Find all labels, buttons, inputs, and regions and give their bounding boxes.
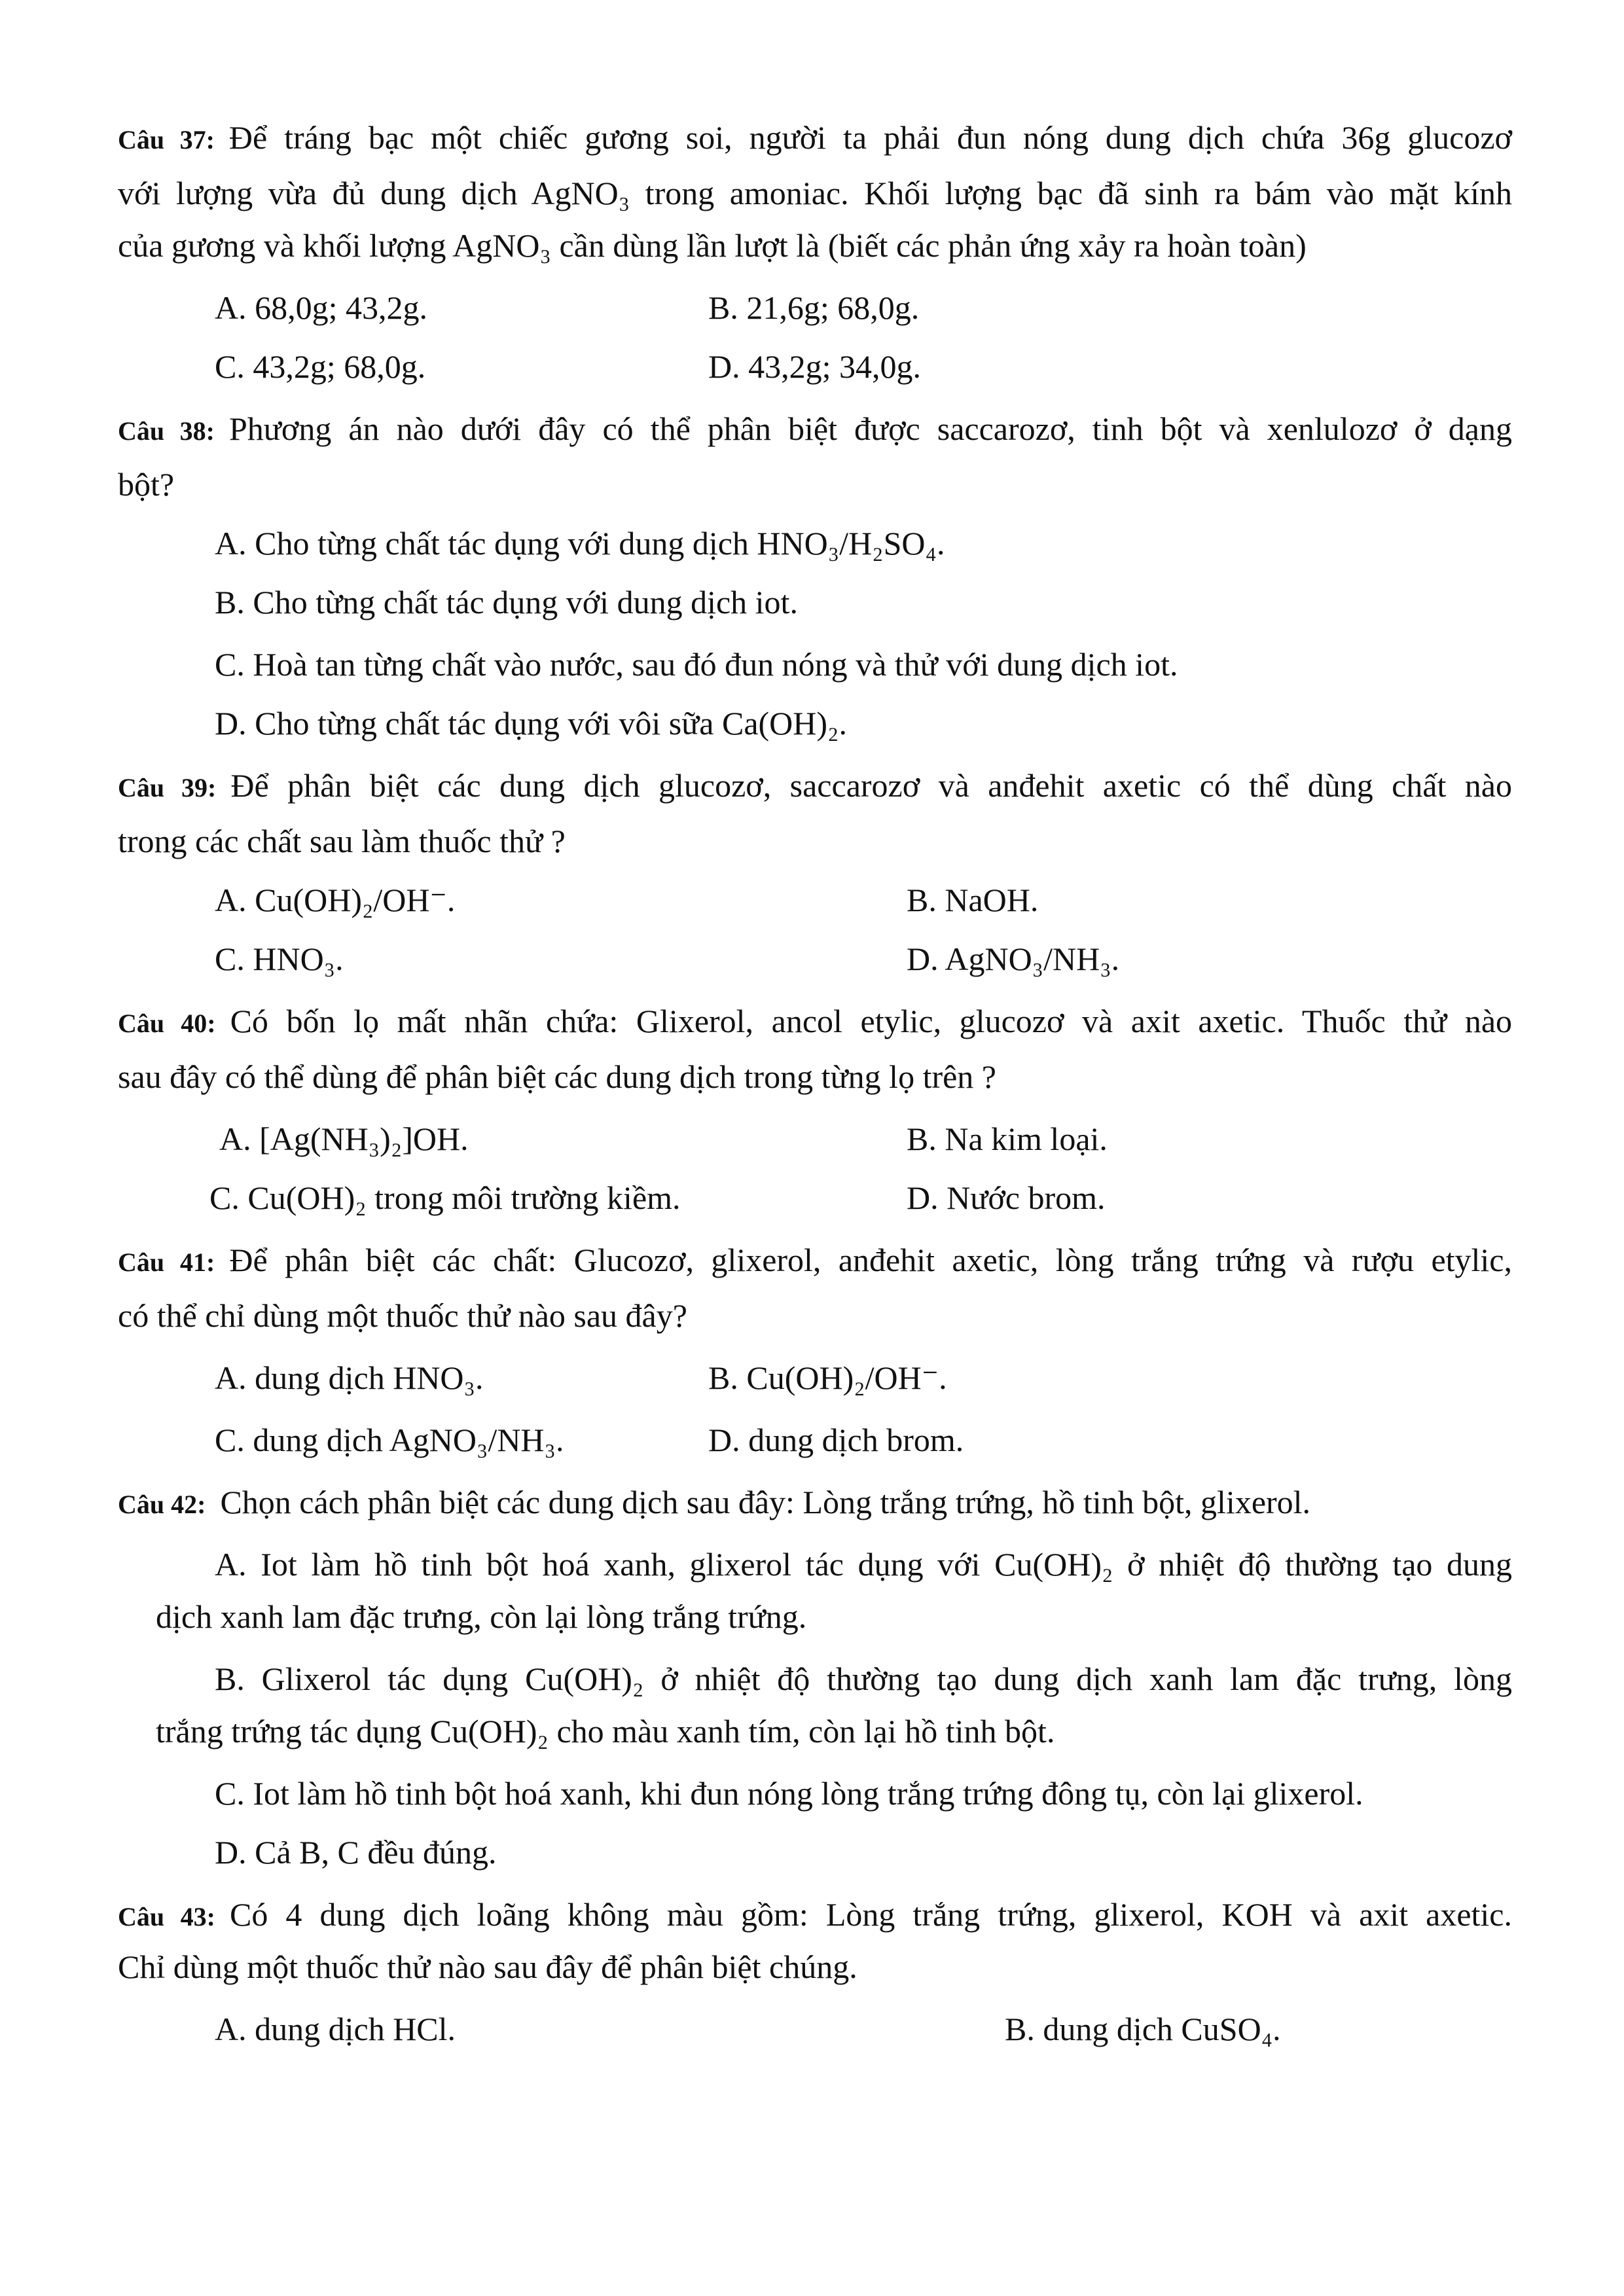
q39-option-a: A. Cu(OH)₂/OH⁻. [215, 882, 456, 918]
q37-option-c: C. 43,2g; 68,0g. [215, 348, 426, 385]
q40-stem-line-2: sau đây có thể dùng để phân biệt các dung dịch trong từng lọ trên ? [118, 1058, 996, 1095]
q40-option-a: A. [Ag(NH₃)₂]OH. [219, 1121, 469, 1157]
q37-label: Câu 37: [118, 125, 215, 154]
q39-stem-line-1: Câu 39: Để phân biệt các dung dịch glucozơ, saccarozơ và anđehit axetic có thể dùng chất nào [118, 767, 1512, 804]
q42-option-b-line-2: trắng trứng tác dụng Cu(OH)₂ cho màu xanh tím, còn lại hồ tinh bột. [156, 1713, 1055, 1749]
q40-option-c: C. Cu(OH)₂ trong môi trường kiềm. [209, 1179, 681, 1216]
q39-label: Câu 39: [118, 773, 217, 802]
q41-stem-line-1: Câu 41: Để phân biệt các chất: Glucozơ, glixerol, anđehit axetic, lòng trắng trứng và rượu etylic, [118, 1242, 1513, 1278]
q37-option-a: A. 68,0g; 43,2g. [215, 289, 427, 326]
q38-stem-line-2: bột? [118, 466, 175, 503]
q42-option-a-line-2: dịch xanh lam đặc trưng, còn lại lòng trắng trứng. [156, 1598, 807, 1635]
q38-option-c: C. Hoà tan từng chất vào nước, sau đó đun nóng và thử với dung dịch iot. [215, 646, 1178, 683]
q37-option-b: B. 21,6g; 68,0g. [708, 289, 920, 326]
q38-option-d: D. Cho từng chất tác dụng với vôi sữa Ca(OH)₂. [215, 705, 847, 742]
q43-stem-line-2: Chỉ dùng một thuốc thử nào sau đây để phân biệt chúng. [118, 1948, 857, 1985]
q41-label: Câu 41: [118, 1247, 215, 1277]
q43-stem-line-1: Câu 43: Có 4 dung dịch loãng không màu gồm: Lòng trắng trứng, glixerol, KOH và axit axetic. [118, 1896, 1512, 1933]
q40-option-b: B. Na kim loại. [907, 1121, 1108, 1157]
q39-stem-line-2: trong các chất sau làm thuốc thử ? [118, 823, 566, 859]
q41-option-b: B. Cu(OH)₂/OH⁻. [708, 1359, 947, 1396]
q42-stem-line-1: Câu 42: Chọn cách phân biệt các dung dịch sau đây: Lòng trắng trứng, hồ tinh bột, glixerol. [118, 1484, 1311, 1520]
q41-option-a: A. dung dịch HNO₃. [215, 1359, 484, 1396]
q39-option-c: C. HNO₃. [215, 941, 344, 977]
q37-option-d: D. 43,2g; 34,0g. [708, 348, 921, 385]
q41-option-c: C. dung dịch AgNO₃/NH₃. [215, 1422, 564, 1458]
q38-option-b: B. Cho từng chất tác dụng với dung dịch iot. [215, 584, 798, 620]
q40-option-d: D. Nước brom. [907, 1179, 1106, 1216]
q38-stem-line-1: Câu 38: Phương án nào dưới đây có thể phân biệt được saccarozơ, tinh bột và xenlulozơ ở dạng [118, 410, 1513, 447]
q42-option-d: D. Cả B, C đều đúng. [215, 1834, 497, 1871]
q41-option-d: D. dung dịch brom. [708, 1422, 964, 1458]
q42-option-a-line-1: A. Iot làm hồ tinh bột hoá xanh, glixerol tác dụng với Cu(OH)₂ ở nhiệt độ thường tạo dung [215, 1546, 1512, 1583]
q37-stem-line-1: Câu 37: Để tráng bạc một chiếc gương soi, người ta phải đun nóng dung dịch chứa 36g glucozơ [118, 119, 1512, 156]
q40-stem-line-1: Câu 40: Có bốn lọ mất nhãn chứa: Glixerol, ancol etylic, glucozơ và axit axetic. Thuốc thử nào [118, 1003, 1513, 1039]
q42-label: Câu 42: [118, 1490, 206, 1519]
q38-label: Câu 38: [118, 416, 215, 446]
q37-stem-line-3: của gương và khối lượng AgNO₃ cần dùng lần lượt là (biết các phản ứng xảy ra hoàn toàn) [118, 227, 1307, 264]
q38-option-a: A. Cho từng chất tác dụng với dung dịch HNO₃/H₂SO₄. [215, 525, 945, 562]
q39-option-b: B. NaOH. [907, 882, 1039, 918]
q42-option-c: C. Iot làm hồ tinh bột hoá xanh, khi đun nóng lòng trắng trứng đông tụ, còn lại glixerol. [215, 1775, 1363, 1812]
q42-option-b-line-1: B. Glixerol tác dụng Cu(OH)₂ ở nhiệt độ thường tạo dung dịch xanh lam đặc trưng, lòng [215, 1660, 1512, 1697]
q40-label: Câu 40: [118, 1009, 216, 1038]
q37-stem-line-2: với lượng vừa đủ dung dịch AgNO₃ trong amoniac. Khối lượng bạc đã sinh ra bám vào mặt kính [118, 175, 1512, 211]
q43-option-b: B. dung dịch CuSO₄. [1005, 2011, 1281, 2047]
q41-stem-line-2: có thể chỉ dùng một thuốc thử nào sau đây? [118, 1297, 687, 1334]
q39-option-d: D. AgNO₃/NH₃. [907, 941, 1120, 977]
q43-option-a: A. dung dịch HCl. [215, 2011, 456, 2047]
q43-label: Câu 43: [118, 1902, 216, 1931]
